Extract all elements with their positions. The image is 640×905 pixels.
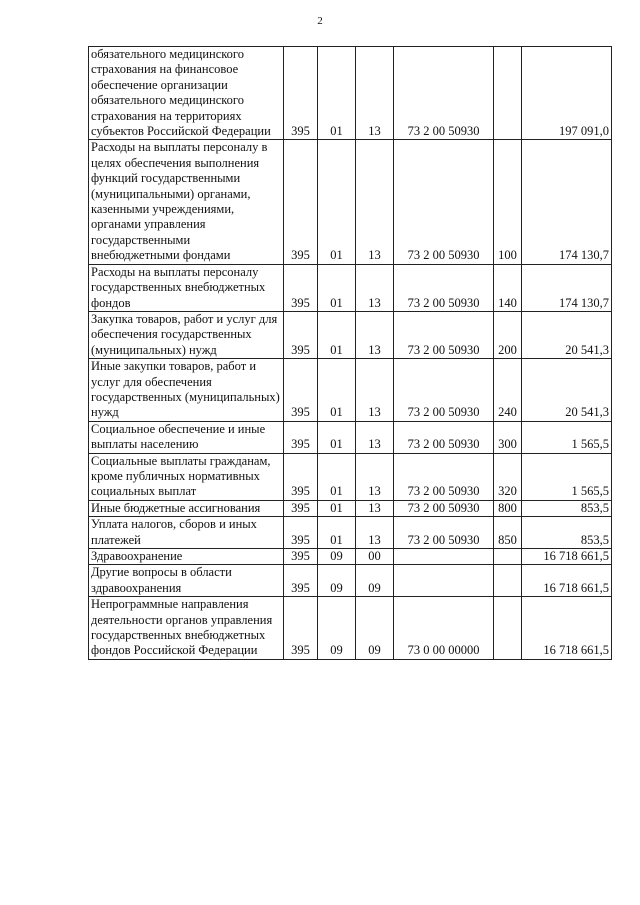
row-rz-cell: 01 bbox=[318, 517, 356, 549]
row-vr-cell: 140 bbox=[494, 264, 522, 311]
row-csr-cell: 73 2 00 50930 bbox=[394, 500, 494, 516]
table-row bbox=[89, 517, 612, 549]
row-name-cell: Другие вопросы в области здравоохранения bbox=[89, 565, 284, 597]
table-row bbox=[89, 500, 612, 516]
row-rz-cell: 01 bbox=[318, 500, 356, 516]
row-name-cell: Иные бюджетные ассигнования bbox=[89, 500, 284, 516]
row-csr-cell: 73 2 00 50930 bbox=[394, 47, 494, 140]
row-pr-cell: 13 bbox=[356, 311, 394, 358]
row-pr-cell: 13 bbox=[356, 47, 394, 140]
table-row bbox=[89, 597, 612, 660]
row-sum-cell: 197 091,0 bbox=[522, 47, 612, 140]
row-name-cell: Социальные выплаты гражданам, кроме публичных нормативных социальных выплат bbox=[89, 453, 284, 500]
row-name-cell: Расходы на выплаты персоналу в целях обеспечения выполнения функций государственными (муниципальными) органами, казенными учреждениями, органами управления государственными внебюджетными фондами bbox=[89, 140, 284, 264]
row-pr-cell: 00 bbox=[356, 549, 394, 565]
row-ved-cell: 395 bbox=[284, 359, 318, 422]
row-pr-cell: 13 bbox=[356, 517, 394, 549]
row-sum-cell: 20 541,3 bbox=[522, 359, 612, 422]
budget-table bbox=[88, 46, 612, 660]
row-rz-cell: 01 bbox=[318, 47, 356, 140]
row-vr-cell bbox=[494, 597, 522, 660]
row-sum-cell: 1 565,5 bbox=[522, 453, 612, 500]
row-ved-cell: 395 bbox=[284, 311, 318, 358]
row-pr-cell: 13 bbox=[356, 264, 394, 311]
row-csr-cell bbox=[394, 565, 494, 597]
row-vr-cell: 850 bbox=[494, 517, 522, 549]
row-name-cell: Закупка товаров, работ и услуг для обеспечения государственных (муниципальных) нужд bbox=[89, 311, 284, 358]
row-csr-cell: 73 2 00 50930 bbox=[394, 421, 494, 453]
row-name-cell: Непрограммные направления деятельности органов управления государственных внебюджетных фондов Российской Федерации bbox=[89, 597, 284, 660]
table-row bbox=[89, 565, 612, 597]
row-csr-cell: 73 2 00 50930 bbox=[394, 311, 494, 358]
row-sum-cell: 20 541,3 bbox=[522, 311, 612, 358]
row-ved-cell: 395 bbox=[284, 453, 318, 500]
row-ved-cell: 395 bbox=[284, 549, 318, 565]
row-rz-cell: 01 bbox=[318, 264, 356, 311]
row-rz-cell: 09 bbox=[318, 565, 356, 597]
row-sum-cell: 16 718 661,5 bbox=[522, 597, 612, 660]
row-vr-cell bbox=[494, 549, 522, 565]
row-sum-cell: 853,5 bbox=[522, 500, 612, 516]
row-name-cell: Расходы на выплаты персоналу государственных внебюджетных фондов bbox=[89, 264, 284, 311]
row-csr-cell: 73 0 00 00000 bbox=[394, 597, 494, 660]
row-sum-cell: 853,5 bbox=[522, 517, 612, 549]
row-vr-cell: 100 bbox=[494, 140, 522, 264]
row-sum-cell: 16 718 661,5 bbox=[522, 549, 612, 565]
row-vr-cell bbox=[494, 47, 522, 140]
row-rz-cell: 01 bbox=[318, 421, 356, 453]
row-sum-cell: 174 130,7 bbox=[522, 264, 612, 311]
row-sum-cell: 16 718 661,5 bbox=[522, 565, 612, 597]
row-csr-cell bbox=[394, 549, 494, 565]
row-csr-cell: 73 2 00 50930 bbox=[394, 359, 494, 422]
row-pr-cell: 13 bbox=[356, 359, 394, 422]
table-row bbox=[89, 264, 612, 311]
table-row bbox=[89, 359, 612, 422]
row-pr-cell: 13 bbox=[356, 453, 394, 500]
table-row bbox=[89, 47, 612, 140]
row-sum-cell: 174 130,7 bbox=[522, 140, 612, 264]
row-ved-cell: 395 bbox=[284, 264, 318, 311]
row-csr-cell: 73 2 00 50930 bbox=[394, 453, 494, 500]
row-vr-cell: 200 bbox=[494, 311, 522, 358]
row-csr-cell: 73 2 00 50930 bbox=[394, 140, 494, 264]
row-csr-cell: 73 2 00 50930 bbox=[394, 517, 494, 549]
row-pr-cell: 13 bbox=[356, 421, 394, 453]
row-vr-cell: 300 bbox=[494, 421, 522, 453]
row-ved-cell: 395 bbox=[284, 47, 318, 140]
table-row bbox=[89, 549, 612, 565]
page-number: 2 bbox=[317, 15, 323, 27]
row-pr-cell: 13 bbox=[356, 500, 394, 516]
row-vr-cell: 800 bbox=[494, 500, 522, 516]
row-csr-cell: 73 2 00 50930 bbox=[394, 264, 494, 311]
row-name-cell: Здравоохранение bbox=[89, 549, 284, 565]
table-row bbox=[89, 453, 612, 500]
table-row bbox=[89, 421, 612, 453]
row-vr-cell: 240 bbox=[494, 359, 522, 422]
row-ved-cell: 395 bbox=[284, 500, 318, 516]
row-name-cell: обязательного медицинского страхования на финансовое обеспечение организации обязательного медицинского страхования на территориях субъектов Российской Федерации bbox=[89, 47, 284, 140]
row-name-cell: Уплата налогов, сборов и иных платежей bbox=[89, 517, 284, 549]
row-pr-cell: 09 bbox=[356, 565, 394, 597]
row-name-cell: Социальное обеспечение и иные выплаты населению bbox=[89, 421, 284, 453]
row-sum-cell: 1 565,5 bbox=[522, 421, 612, 453]
row-rz-cell: 09 bbox=[318, 549, 356, 565]
row-vr-cell: 320 bbox=[494, 453, 522, 500]
row-pr-cell: 09 bbox=[356, 597, 394, 660]
table-row bbox=[89, 140, 612, 264]
row-rz-cell: 01 bbox=[318, 140, 356, 264]
row-ved-cell: 395 bbox=[284, 140, 318, 264]
row-ved-cell: 395 bbox=[284, 565, 318, 597]
row-ved-cell: 395 bbox=[284, 597, 318, 660]
row-pr-cell: 13 bbox=[356, 140, 394, 264]
row-rz-cell: 01 bbox=[318, 311, 356, 358]
row-ved-cell: 395 bbox=[284, 517, 318, 549]
row-rz-cell: 01 bbox=[318, 453, 356, 500]
row-rz-cell: 01 bbox=[318, 359, 356, 422]
row-ved-cell: 395 bbox=[284, 421, 318, 453]
row-name-cell: Иные закупки товаров, работ и услуг для обеспечения государственных (муниципальных) нужд bbox=[89, 359, 284, 422]
row-vr-cell bbox=[494, 565, 522, 597]
row-rz-cell: 09 bbox=[318, 597, 356, 660]
table-row bbox=[89, 311, 612, 358]
